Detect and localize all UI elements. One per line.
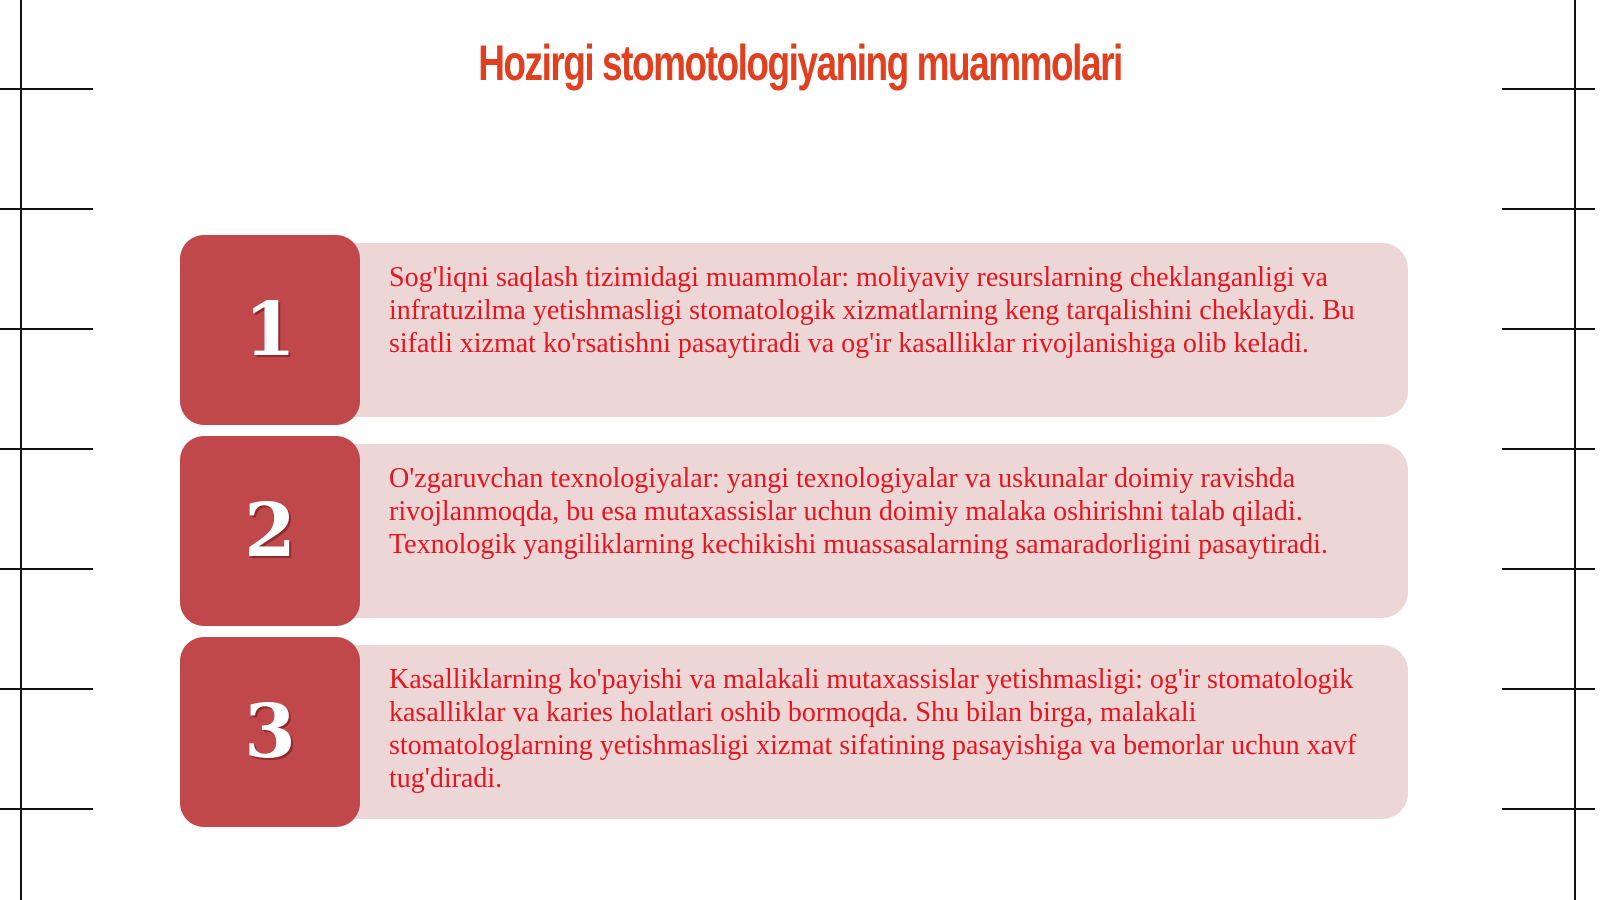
grid-horizontal-line (0, 568, 93, 570)
item-number-badge (180, 436, 360, 626)
right-grid-decoration (1502, 0, 1597, 900)
grid-horizontal-line (0, 448, 93, 450)
grid-horizontal-line (1502, 448, 1595, 450)
grid-horizontal-line (0, 208, 93, 210)
grid-horizontal-line (1502, 568, 1595, 570)
grid-horizontal-line (0, 328, 93, 330)
grid-vertical-line (1574, 0, 1576, 900)
item-number-badge (180, 235, 360, 425)
item-number: 3 (244, 689, 296, 775)
list-item (180, 436, 1408, 626)
item-text: Kasalliklarning ko'payishi va malakali mutaxassislar yetishmasligi: og'ir stomatologik kasalliklar va karies holatlari oshib bormoqda. Shu bilan birga, malakali stomatologlarning yetishmasligi xizmat sifatining pasayishiga va bemorlar uchun xavf tug'diradi. (389, 664, 1357, 794)
item-text: O'zgaruvchan texnologiyalar: yangi texnologiyalar va uskunalar doimiy ravishda rivojlanmoqda, bu esa mutaxassislar uchun doimiy malaka oshirishni talab qiladi. Texnologik yangiliklarning kechikishi muassasalarning samaradorligini pasaytiradi. (389, 463, 1328, 560)
item-text: Sog'liqni saqlash tizimidagi muammolar: moliyaviy resurslarning cheklanganligi va infratuzilma yetishmasligi stomatologik xizmatlarning keng tarqalishini cheklaydi. Bu sifatli xizmat ko'rsatishni pasaytiradi va og'ir kasalliklar rivojlanishiga olib keladi. (389, 262, 1355, 359)
list-item (180, 235, 1408, 425)
grid-horizontal-line (1502, 208, 1595, 210)
grid-horizontal-line (0, 88, 93, 90)
list-item (180, 637, 1408, 827)
grid-vertical-line (20, 0, 22, 900)
grid-horizontal-line (0, 808, 93, 810)
slide-title: Hozirgi stomotologiyaning muammolari (478, 35, 1122, 91)
grid-horizontal-line (1502, 328, 1595, 330)
item-number-badge (180, 637, 360, 827)
grid-horizontal-line (1502, 88, 1595, 90)
grid-horizontal-line (0, 688, 93, 690)
grid-horizontal-line (1502, 688, 1595, 690)
left-grid-decoration (0, 0, 95, 900)
grid-horizontal-line (1502, 808, 1595, 810)
item-number: 2 (244, 488, 296, 574)
item-number: 1 (244, 287, 296, 373)
